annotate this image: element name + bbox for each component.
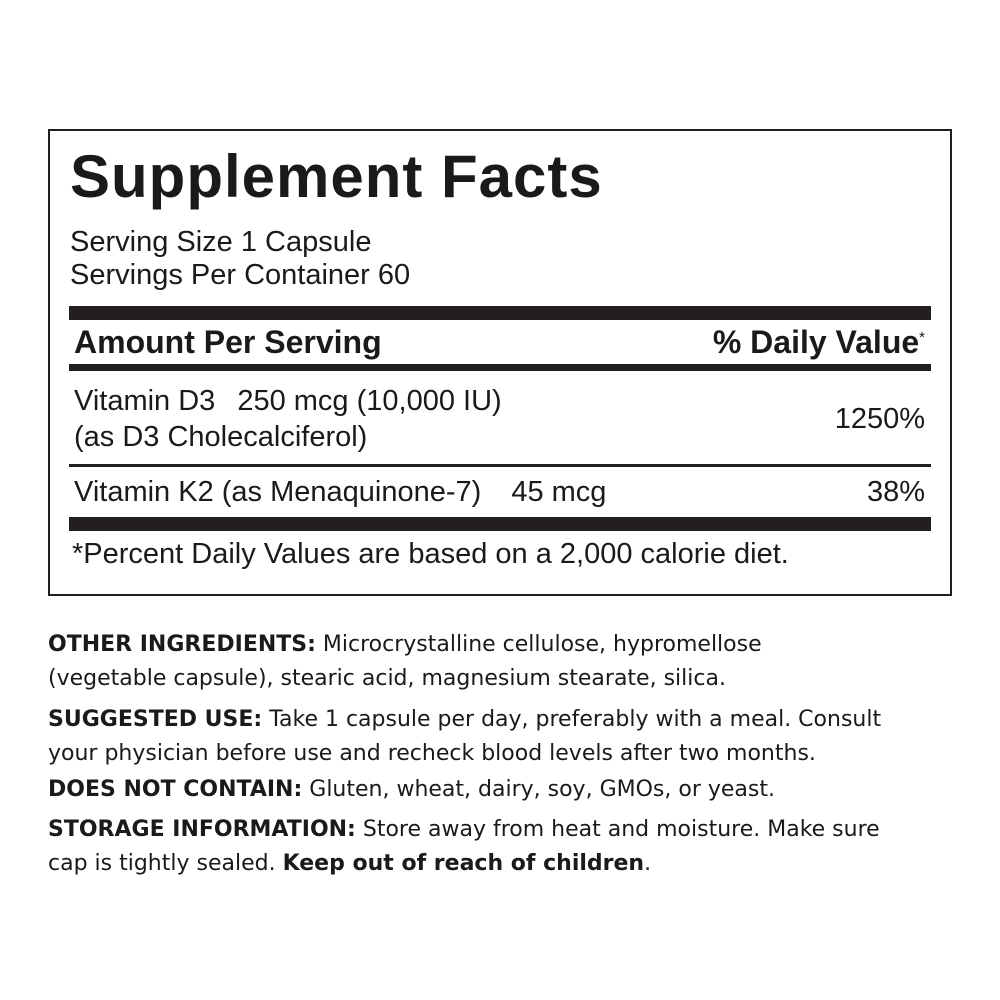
- suggested-use: SUGGESTED USE: Take 1 capsule per day, preferably with a meal. Consult your physician before use and recheck blood levels after two months.: [48, 707, 882, 766]
- does-not-contain-label: DOES NOT CONTAIN:: [48, 777, 303, 802]
- other-ingredients: OTHER INGREDIENTS: Microcrystalline cellulose, hypromellose (vegetable capsule), stearic acid, magnesium stearate, silica.: [48, 632, 762, 691]
- serving-info: [70, 226, 410, 292]
- column-header-row: [74, 323, 925, 361]
- nutrient-daily-value: 1250%: [834, 403, 925, 435]
- daily-value-footnote: *Percent Daily Values are based on a 2,000 calorie diet.: [72, 538, 789, 570]
- nutrient-name: Vitamin D3: [74, 385, 216, 417]
- divider-thin: [69, 464, 931, 467]
- nutrient-amount: 45 mcg: [511, 476, 607, 508]
- amount-per-serving-header: Amount Per Serving: [74, 324, 382, 360]
- suggested-use-label: SUGGESTED USE:: [48, 707, 263, 732]
- storage-information-label: STORAGE INFORMATION:: [48, 817, 356, 842]
- nutrient-row-vitamin-k2: [74, 474, 925, 510]
- daily-value-header: % Daily Value*: [712, 324, 925, 360]
- supplement-facts-panel: [48, 129, 952, 596]
- nutrient-name: Vitamin K2 (as Menaquinone-7): [74, 476, 482, 508]
- panel-title: Supplement Facts: [70, 143, 603, 210]
- child-safety-warning: Keep out of reach of children: [282, 851, 645, 876]
- nutrient-amount: 250 mcg (10,000 IU): [237, 385, 502, 417]
- daily-value-asterisk: *: [919, 329, 925, 346]
- nutrient-daily-value: 38%: [866, 476, 925, 508]
- nutrient-row-vitamin-d3: [74, 383, 925, 455]
- does-not-contain: DOES NOT CONTAIN: Gluten, wheat, dairy, soy, GMOs, or yeast.: [48, 777, 775, 802]
- other-ingredients-label: OTHER INGREDIENTS:: [48, 632, 316, 657]
- divider-thick-top: [69, 306, 931, 320]
- divider-thick-bottom: [69, 517, 931, 531]
- storage-information: STORAGE INFORMATION: Store away from heat and moisture. Make sure cap is tightly sealed. Keep out of reach of children.: [48, 817, 880, 876]
- divider-medium: [69, 364, 931, 371]
- serving-size: Serving Size 1 Capsule: [70, 226, 372, 258]
- nutrient-source: (as D3 Cholecalciferol): [74, 421, 368, 453]
- servings-per-container: Servings Per Container 60: [70, 259, 411, 291]
